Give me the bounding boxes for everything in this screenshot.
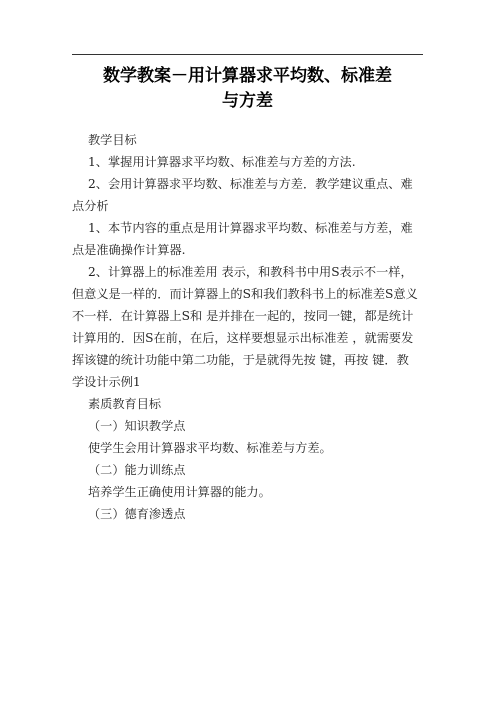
title-line-1: 数学教案－用计算器求平均数、标准差: [103, 66, 392, 86]
subheading-moral: （三）德育渗透点: [88, 507, 186, 521]
header-rule: [72, 54, 423, 55]
document-body: [72, 129, 419, 525]
subheading-ability: （二）能力训练点: [88, 463, 186, 477]
ability-text: 培养学生正确使用计算器的能力。: [88, 485, 271, 499]
analysis-item-1: 1、本节内容的重点是用计算器求平均数、标准差与方差，难点是准确操作计算器.: [72, 221, 413, 257]
objective-item-1: 1、掌握用计算器求平均数、标准差与方差的方法.: [88, 155, 356, 169]
objective-item-2: 2、会用计算器求平均数、标准差与方差．教学建议重点、难点分析: [72, 177, 413, 213]
document-title: [72, 64, 423, 114]
section-heading-objectives: 教学目标: [88, 133, 137, 147]
knowledge-text: 使学生会用计算器求平均数、标准差与方差。: [88, 441, 332, 455]
title-line-2: 与方差: [222, 91, 273, 111]
subheading-knowledge: （一）知识教学点: [88, 419, 186, 433]
analysis-item-2: 2、计算器上的标准差用 表示，和教科书中用S表示不一样，但意义是一样的．而计算器上的S和我们教科书上的标准差S意义不一样．在计算器上S和 是并排在一起的，按同一键，都是统计计算用的．因S在前，在后，这样要想显示出标准差 ，就需要发挥该键的统计功能中第二功能，于是就得先按 键，再按 键．教学设计示例1: [72, 265, 418, 389]
section-heading-quality: 素质教育目标: [88, 397, 162, 411]
